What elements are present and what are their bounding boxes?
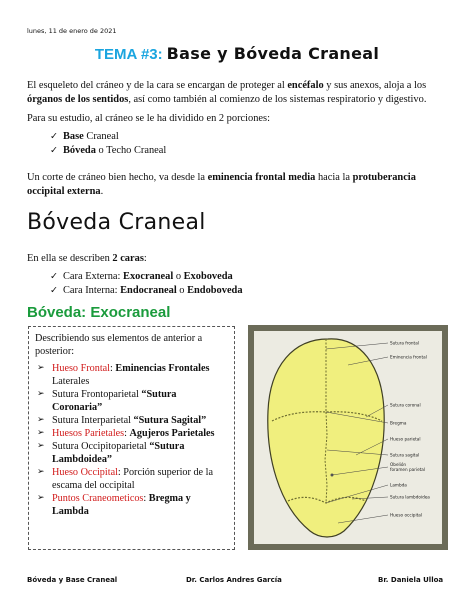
list-item [35,414,228,427]
intro-text-1: El esqueleto del cráneo y de la cara se encargan de proteger al [27,80,288,91]
item-bold: “Sutura Coronaria” [52,389,177,413]
list-item [35,466,228,492]
check-icon: ✓ [50,131,58,142]
faces-list [50,270,243,297]
study-paragraph: Para su estudio, al cráneo se le ha dividido en 2 porciones: [27,113,270,124]
face-bold-2: Exoboveda [183,271,233,282]
face-bold-2: Endoboveda [187,284,243,296]
item-tail: Laterales [52,376,90,387]
label-sutura-coronal: Sutura coronal [390,402,421,408]
section-heading: Bóveda Craneal [27,210,206,235]
list-item [35,440,228,466]
portions-list [50,130,166,157]
title-prefix: TEMA #3: [94,46,163,63]
label-hueso-parietal: Hueso parietal [390,436,421,442]
portion-text: o Techo Craneal [95,144,167,156]
item-bold: Eminencias Frontales [115,363,210,374]
item-red: Puntos Craneometicos [52,493,144,504]
item-text: Sutura Frontoparietal [52,389,142,400]
footer-right: Br. Daniela Ulloa [378,576,444,584]
faces-bold: 2 caras [112,253,144,264]
footer-left: Bóveda y Base Craneal [27,576,118,584]
box-intro: Describiendo sus elementos de anterior a posterior: [35,333,203,357]
elements-box [28,326,235,550]
faces-text-1: En ella se describen [27,253,113,264]
cut-bold-2: protuberancia occipital externa [27,172,416,197]
footer-center: Dr. Carlos Andres García [186,576,282,584]
check-icon: ✓ [50,284,58,296]
face-bold-1: Endocraneal [120,284,177,296]
portion-bold: Base [63,131,84,142]
list-item [35,427,228,440]
item-text: Sutura Occipitoparietal [52,441,150,452]
intro-text-2: y sus anexos, aloja a los [323,80,427,91]
label-sutura-lambdoidea: Sutura lambdoidea [390,494,430,500]
page-title [0,44,474,64]
item-text: : [110,363,116,374]
intro-paragraph [27,79,449,106]
item-text: : Porción superior de la escama del occipital [52,467,213,491]
arrow-bullet-icon: ➢ [37,389,45,399]
list-item [35,492,228,518]
arrow-bullet-icon: ➢ [37,441,45,451]
skull-vault-illustration [248,325,448,550]
cut-text-1: Un corte de cráneo bien hecho, va desde la [27,172,208,183]
label-eminencia-frontal: Eminencia frontal [390,354,427,360]
elements-list [35,362,228,518]
list-item [50,144,166,158]
portion-bold: Bóveda [63,144,96,156]
label-bregma: Bregma [390,420,407,426]
label-lambda: Lambda [390,482,407,488]
arrow-bullet-icon: ➢ [37,415,45,425]
cut-bold-1: eminencia frontal media [207,172,316,183]
intro-text-3: , así como también al comienzo de los sistemas respiratorio y digestivo. [128,93,427,105]
cut-text-3: . [100,185,104,197]
item-bold: Bregma y Lambda [52,493,191,517]
list-item [35,362,228,388]
face-mid: o [176,284,188,296]
item-red: Huesos Parietales [52,428,125,439]
item-bold: “Sutura Lambdoidea” [52,441,185,465]
intro-bold-1: encéfalo [287,80,324,91]
list-item [35,388,228,414]
faces-paragraph [27,252,449,266]
intro-bold-2: órganos de los sentidos [27,93,129,105]
cut-text-2: hacia la [315,172,353,183]
arrow-bullet-icon: ➢ [37,467,45,477]
label-obelion: Obelión [390,462,407,467]
date-header: lunes, 11 de enero de 2021 [27,27,117,35]
item-text: Sutura Interparietal [52,415,134,426]
list-item [50,284,243,298]
item-text: : [143,493,149,504]
label-hueso-occipital: Hueso occipital [390,512,422,518]
arrow-bullet-icon: ➢ [37,493,45,503]
item-bold: “Sutura Sagital” [133,415,207,426]
arrow-bullet-icon: ➢ [37,363,45,373]
item-text: : [124,428,130,439]
face-mid: o [173,271,184,282]
check-icon: ✓ [50,271,58,282]
cut-paragraph [27,171,449,198]
arrow-bullet-icon: ➢ [37,428,45,438]
item-red: Hueso Occipital [52,467,118,478]
label-sutura-sagital: Sutura sagital [390,452,420,458]
face-label: Cara Interna: [63,284,121,296]
item-bold: Agujeros Parietales [129,428,215,439]
face-label: Cara Externa: [63,271,124,282]
check-icon: ✓ [50,144,58,156]
list-item [50,130,166,144]
faces-text-2: : [143,253,147,264]
face-bold-1: Exocraneal [123,271,174,282]
label-sutura-frontal: Sutura frontal [390,340,419,346]
list-item [50,270,243,284]
subsection-heading: Bóveda: Exocraneal [27,304,171,321]
label-foramen-parietal: foramen parietal [390,467,426,472]
portion-text: Craneal [83,131,119,142]
title-main: Base y Bóveda Craneal [166,44,380,63]
item-red: Hueso Frontal [52,363,111,374]
